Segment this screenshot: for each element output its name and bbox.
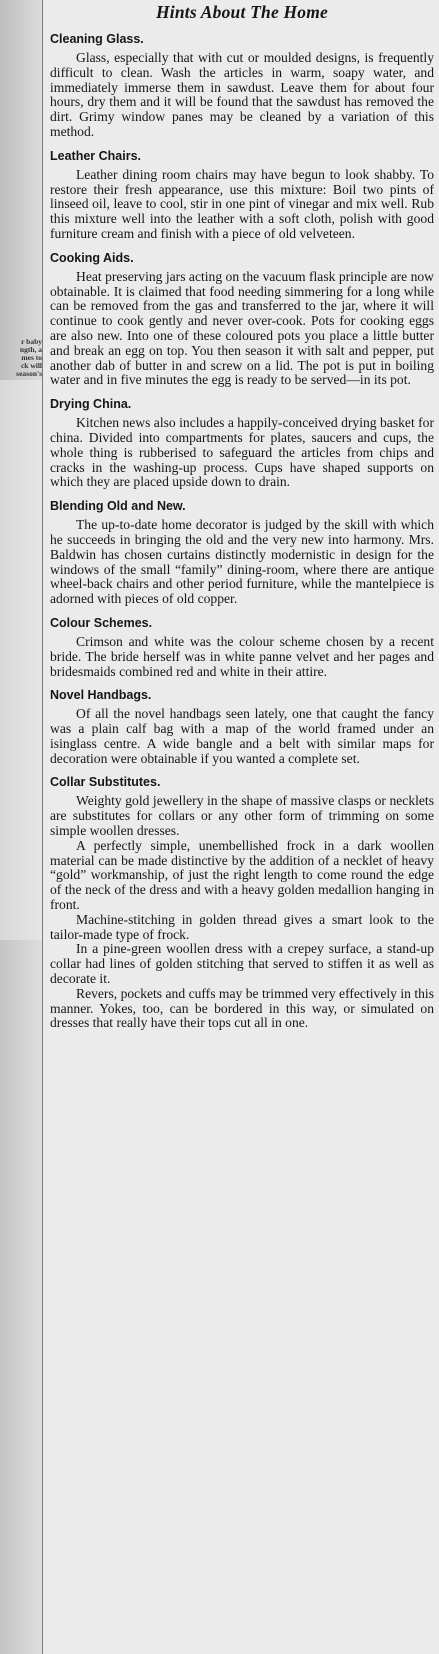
section-heading: Colour Schemes.	[50, 615, 153, 630]
section-paragraph: Weighty gold jewellery in the shape of massive clasps or necklets are substitutes for collars or any other form of trimming on some simple woollen dresses.	[50, 793, 434, 839]
section-cleaning-glass	[50, 31, 434, 140]
section-paragraph: Machine-stitching in golden thread gives a smart look to the tailor-made type of frock.	[50, 911, 434, 942]
scrap-line: mes to	[21, 354, 42, 362]
section-paragraph: A perfectly simple, unembellished frock in a dark woollen material can be made distinctive by the addition of a necklet of heavy “gold” workmanship, of just the right length to come round the edge of the neck of the dress and with a heavy golden medallion hanging in front.	[50, 837, 434, 913]
article-column	[50, 0, 434, 1654]
adjacent-column-scrap	[0, 940, 42, 1654]
adjacent-column-scrap	[0, 0, 42, 380]
section-heading: Drying China.	[50, 397, 132, 412]
section-novel-handbags	[50, 687, 434, 766]
section-heading: Blending Old and New.	[50, 499, 186, 514]
scrap-line: season's	[16, 370, 42, 378]
section-drying-china	[50, 396, 434, 490]
section-paragraph: Glass, especially that with cut or moulded designs, is frequently difficult to clean. Wash the articles in warm, soapy water, and immediately immerse them in sawdust. Leave them for about four hours, dry them and it will be found that the sawdust has removed the dirt. Grimy window panes may be cleaned by a variation of this method.	[50, 50, 434, 139]
section-blending-old-and-new	[50, 498, 434, 607]
section-heading: Novel Handbags.	[50, 688, 152, 703]
section-paragraph: The up-to-date home decorator is judged by the skill with which he succeeds in bringing the old and the very new into harmony. Mrs. Baldwin has chosen curtains distinctly modernistic in design for the windows of the small “family” dining-room, where there are antique wheel-back chairs and other period furniture, while the mantelpiece is adorned with pieces of old copper.	[50, 517, 434, 607]
section-cooking-aids	[50, 250, 434, 388]
section-paragraph: Of all the novel handbags seen lately, one that caught the fancy was a plain calf bag with a map of the world framed under an isinglass centre. A wide bangle and a belt with similar maps for decoration were obtainable if you wanted a complete set.	[50, 706, 434, 766]
section-paragraph: Revers, pockets and cuffs may be trimmed very effectively in this manner. Yokes, too, can be bordered in this way, or simulated on dresses that really have their tops cut all in one.	[50, 985, 434, 1031]
scrap-line: r baby	[21, 338, 42, 346]
section-leather-chairs	[50, 148, 434, 242]
section-paragraph: Crimson and white was the colour scheme chosen by a recent bride. The bride herself was in white panne velvet and her pages and bridesmaids combined red and white in their attire.	[50, 633, 434, 679]
section-heading: Collar Substitutes.	[50, 775, 161, 790]
section-paragraph: In a pine-green woollen dress with a crepey surface, a stand-up collar had lines of golden stitching that served to stiffen it as well as decorate it.	[50, 941, 434, 987]
adjacent-column-scrap	[0, 380, 42, 940]
section-paragraph: Kitchen news also includes a happily-conceived drying basket for china. Divided into compartments for plates, saucers and cups, the whole thing is rubberised to safeguard the articles from chips and cracks in the washing-up process. Cups have shaped supports on which they are placed upside down to drain.	[50, 415, 434, 490]
section-paragraph: Leather dining room chairs may have begun to look shabby. To restore their fresh appearance, use this mixture: Boil two pints of linseed oil, leave to cool, stir in one pint of vinegar and mix well. Rub this mixture well into the leather with a soft cloth, polish with good furniture cream and finish with a piece of old velveteen.	[50, 166, 434, 241]
adjacent-column-text	[0, 338, 42, 378]
section-paragraph: Heat preserving jars acting on the vacuum flask principle are now obtainable. It is claimed that food needing simmering for a long while can be removed from the gas and transferred to the jar, where it will continue to cook gently and never over-cook. Pots for cooking eggs are also new. Into one of these coloured pots you place a little butter and break an egg on top. You then season it with salt and pepper, put another dab of butter in and screw on a lid. The pot is put in boiling water and in five minutes the egg is ready to be served—in its pot.	[50, 268, 434, 388]
section-collar-substitutes	[50, 774, 434, 1031]
column-rule	[42, 0, 43, 1654]
scrap-line: ck will	[20, 362, 42, 370]
section-heading: Leather Chairs.	[50, 148, 142, 163]
scrap-line: ngth, a	[19, 346, 42, 354]
article-title: Hints About The Home	[155, 2, 329, 22]
section-colour-schemes	[50, 615, 434, 679]
section-heading: Cleaning Glass.	[50, 32, 144, 46]
section-heading: Cooking Aids.	[50, 250, 134, 265]
